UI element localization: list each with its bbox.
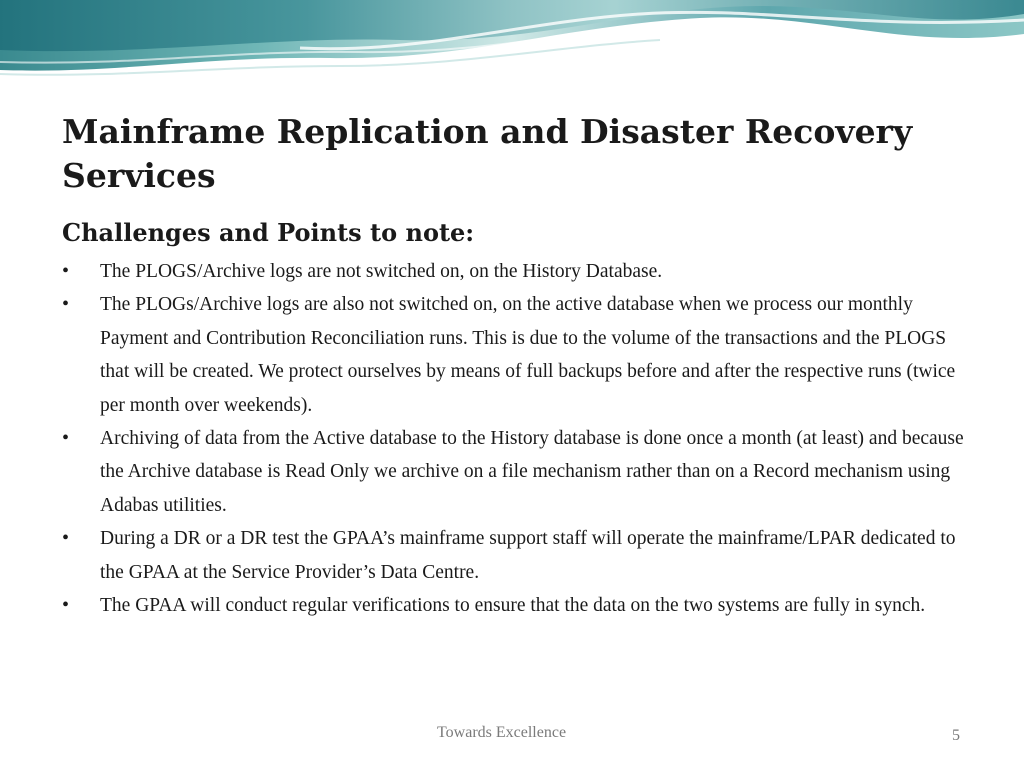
bullet-item xyxy=(62,422,972,522)
bullet-text: During a DR or a DR test the GPAA’s mainframe support staff will operate the mainframe/LPAR dedicated to the GPAA at the Service Provider’s Data Centre. xyxy=(100,528,956,583)
bullet-item xyxy=(62,589,972,622)
bullet-icon: • xyxy=(62,427,70,450)
footer-tagline: Towards Excellence xyxy=(437,724,567,741)
bullet-item xyxy=(62,522,972,589)
bullet-list xyxy=(62,255,972,622)
bullet-item xyxy=(62,255,972,288)
bullet-text: Archiving of data from the Active database to the History database is done once a month (at least) and because the Archive database is Read Only we archive on a file mechanism rather than on a Record mechanism using Adabas utilities. xyxy=(100,428,964,516)
bullet-text: The PLOGS/Archive logs are not switched on, on the History Database. xyxy=(100,261,663,282)
bullet-icon: • xyxy=(62,293,70,316)
bullet-icon: • xyxy=(62,260,70,282)
bullet-text: The PLOGs/Archive logs are also not switched on, on the active database when we process our monthly Payment and Contribution Reconciliation runs. This is due to the volume of the transactions and the PLOGS that will be created. We protect ourselves by means of full backups before and after the respective runs (twice per month over weekends). xyxy=(100,294,956,416)
section-heading: Challenges and Points to note: xyxy=(62,218,475,247)
page-number: 5 xyxy=(952,727,960,744)
bullet-icon: • xyxy=(62,594,70,617)
slide-title: Mainframe Replication and Disaster Recovery Services xyxy=(62,112,913,195)
bullet-icon: • xyxy=(62,527,70,550)
wave-banner xyxy=(0,0,1024,86)
bullet-text: The GPAA will conduct regular verifications to ensure that the data on the two systems are fully in synch. xyxy=(100,595,926,617)
bullet-item xyxy=(62,288,972,422)
